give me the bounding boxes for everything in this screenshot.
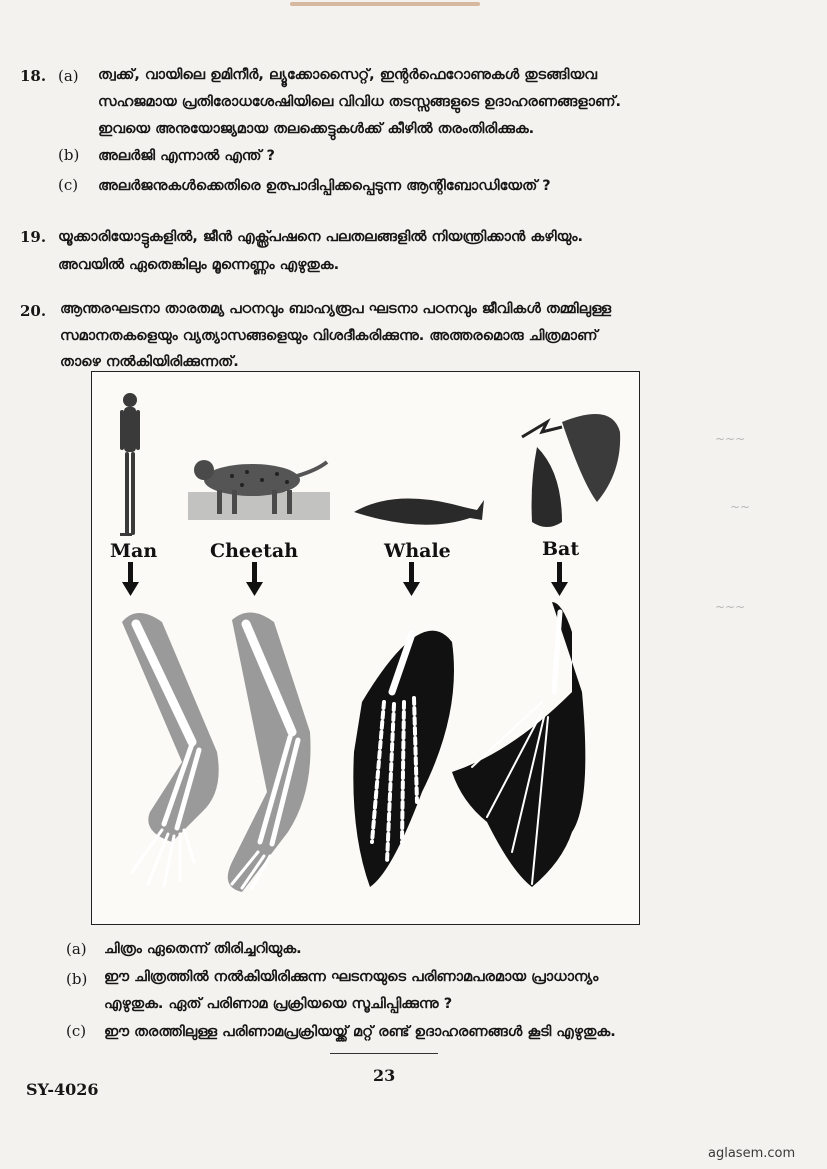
q19-line1: യൂക്കാരിയോട്ടുകളിൽ, ജീൻ എക്സ്പ്രഷനെ പലതലങ്ങളിൽ നിയന്ത്രിക്കാൻ കഴിയും. <box>58 229 584 245</box>
q20-b-line2: എഴുതുക. ഏത് പരിണാമ പ്രക്രിയയെ സൂചിപ്പിക്കുന്നു ? <box>104 996 453 1012</box>
cheetah-image <box>188 460 330 520</box>
q20-b-line1: ഈ ചിത്രത്തിൽ നൽകിയിരിക്കുന്ന ഘടനയുടെ പരിണാമപരമായ പ്രാധാന്യം <box>104 969 599 985</box>
q20-b-label: (b) <box>66 970 88 988</box>
down-arrows <box>122 562 568 596</box>
q20-line2: സമാനതകളെയും വ്യത്യാസങ്ങളെയും വിശദീകരിക്കുന്നു. അത്തരമൊരു ചിത്രമാണ് <box>60 328 598 344</box>
q20-a-label: (a) <box>66 940 87 958</box>
q20-line3: താഴെ നൽകിയിരിക്കുന്നത്. <box>60 354 239 370</box>
q18-a-line2: സഹജമായ പ്രതിരോധശേഷിയിലെ വിവിധ തടസ്സങ്ങളുടെ ഉദാഹരണങ്ങളാണ്. <box>98 94 621 110</box>
whale-image <box>354 499 484 525</box>
figure-label-cheetah: Cheetah <box>210 540 299 562</box>
cheetah-leg-bones <box>228 612 311 892</box>
figure-label-whale: Whale <box>384 540 451 562</box>
watermark: aglasem.com <box>708 1146 796 1161</box>
figure-label-man: Man <box>110 540 158 562</box>
bat-image <box>522 414 620 527</box>
q18-b-label: (b) <box>58 146 80 164</box>
bat-wing-bones <box>452 602 585 887</box>
q18-number: 18. <box>20 67 47 85</box>
top-edge-mark <box>290 2 480 6</box>
q20-line1: ആന്തരഘടനാ താരതമ്യ പഠനവും ബാഹ്യരൂപ ഘടനാ പഠനവും ജീവികൾ തമ്മിലുള്ള <box>60 301 612 317</box>
q20-a-text: ചിത്രം ഏതെന്ന് തിരിച്ചറിയുക. <box>104 941 302 957</box>
figure-label-bat: Bat <box>542 538 580 560</box>
q20-c-text: ഈ തരത്തിലുള്ള പരിണാമപ്രക്രിയയ്ക്ക് മറ്റ് രണ്ട് ഉദാഹരണങ്ങൾ കൂടി എഴുതുക. <box>104 1024 616 1040</box>
human-arm-bones <box>122 613 219 886</box>
q20-c-label: (c) <box>66 1022 87 1040</box>
q20-number: 20. <box>20 302 47 320</box>
q18-b-text: അലർജി എന്നാൽ എന്ത് ? <box>98 148 275 164</box>
man-image <box>120 393 140 536</box>
bleed-through-mark: ~~~ <box>715 432 746 446</box>
whale-flipper-bones <box>353 631 454 887</box>
q19-number: 19. <box>20 228 47 246</box>
bleed-through-mark: ~~ <box>730 500 751 514</box>
q19-line2: അവയിൽ ഏതെങ്കിലും മൂന്നെണ്ണം എഴുതുക. <box>58 257 340 273</box>
q18-a-line3: ഇവയെ അനുയോജ്യമായ തലക്കെട്ടുകൾക്ക് കീഴിൽ തരംതിരിക്കുക. <box>98 121 535 137</box>
q18-a-label: (a) <box>58 67 79 85</box>
q18-c-label: (c) <box>58 176 79 194</box>
q18-a-line1: ത്വക്ക്, വായിലെ ഉമിനീർ, ല്യൂക്കോസൈറ്റ്, ഇന്റർഫെറോണുകൾ തുടങ്ങിയവ <box>98 67 598 83</box>
page-number: 23 <box>373 1066 396 1085</box>
footer-rule <box>330 1053 438 1054</box>
homologous-limbs-figure <box>91 371 640 925</box>
figure-illustration <box>92 372 639 924</box>
paper-code: SY-4026 <box>26 1080 99 1099</box>
bleed-through-mark: ~~~ <box>715 600 746 614</box>
q18-c-text: അലർജനുകൾക്കെതിരെ ഉത്പാദിപ്പിക്കപ്പെടുന്ന ആന്റിബോഡിയേത് ? <box>98 178 551 194</box>
